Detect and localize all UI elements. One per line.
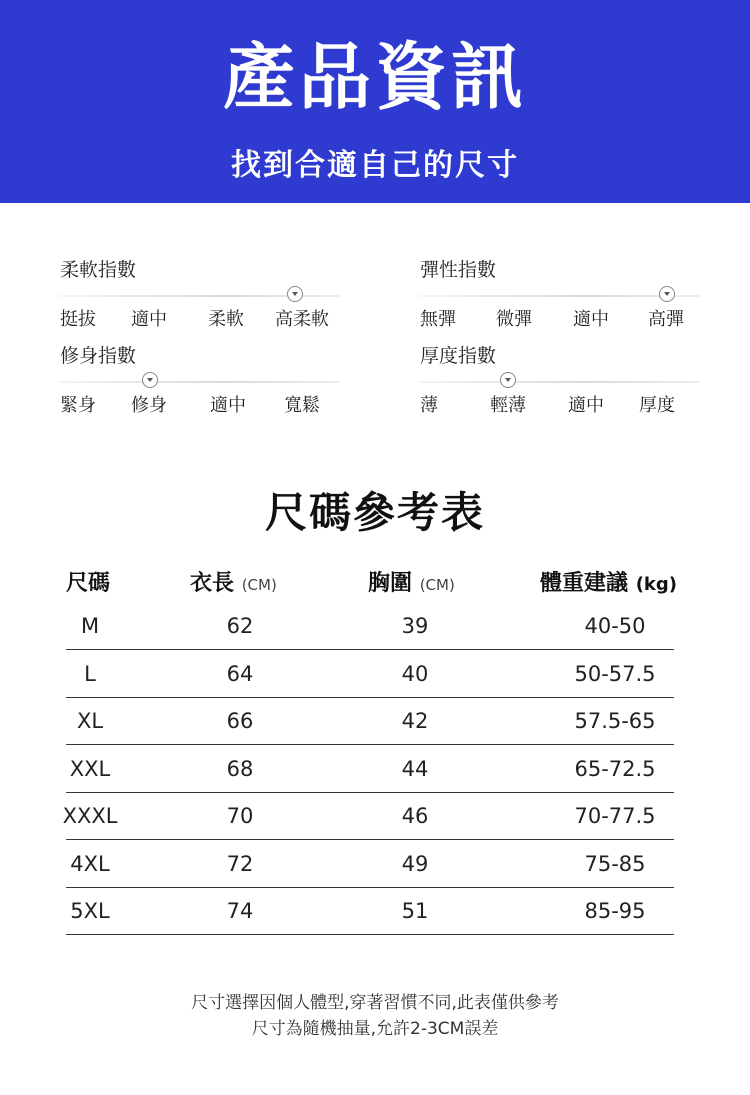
- cell-chest: 42: [401, 709, 429, 733]
- cell-weight: 57.5-65: [574, 709, 656, 733]
- footnote-line: 尺寸選擇因個人體型,穿著習慣不同,此表僅供參考: [191, 993, 559, 1013]
- header-banner: [0, 0, 750, 203]
- index-marker-icon: [500, 372, 516, 388]
- size-table-header: [0, 566, 750, 600]
- row-divider: [66, 839, 674, 840]
- index-label: 微彈: [496, 309, 532, 330]
- cell-length: 70: [226, 804, 254, 828]
- cell-size: 4XL: [70, 852, 110, 876]
- header-label: 胸圍: [368, 571, 413, 596]
- cell-length: 64: [226, 662, 254, 686]
- index-title: 厚度指數: [420, 345, 497, 367]
- cell-weight: 50-57.5: [574, 662, 656, 686]
- header-weight: [540, 566, 677, 597]
- row-divider: [66, 934, 674, 935]
- header-label: 尺碼: [66, 571, 111, 596]
- header-label: 衣長: [190, 571, 235, 596]
- cell-length: 68: [226, 757, 254, 781]
- index-label: 厚度: [639, 395, 675, 416]
- cell-weight: 70-77.5: [574, 804, 656, 828]
- cell-chest: 39: [401, 614, 429, 638]
- index-label: 無彈: [420, 309, 456, 330]
- banner-subtitle: 找到合適自己的尺寸: [231, 148, 519, 183]
- cell-weight: 40-50: [584, 614, 646, 638]
- index-marker-icon: [659, 286, 675, 302]
- index-labels: [60, 305, 340, 331]
- header-label: 體重建議: [540, 571, 629, 596]
- cell-size: 5XL: [70, 899, 110, 923]
- index-track: [60, 295, 340, 297]
- index-track: [420, 295, 700, 297]
- index-track: [60, 381, 340, 383]
- size-chart-title: 尺碼參考表: [264, 488, 485, 537]
- banner-title: 產品資訊: [222, 35, 527, 119]
- header-unit: (CM): [241, 576, 277, 594]
- index-marker-icon: [142, 372, 158, 388]
- softness-index: [60, 257, 340, 331]
- header-unit: (kg): [635, 574, 677, 595]
- index-label: 柔軟: [208, 309, 244, 330]
- index-label: 適中: [210, 395, 246, 416]
- index-label: 挺拔: [60, 309, 96, 330]
- header-size: [66, 566, 110, 597]
- cell-weight: 75-85: [584, 852, 646, 876]
- index-label: 適中: [131, 309, 167, 330]
- table-row: [0, 698, 750, 745]
- cell-length: 74: [226, 899, 254, 923]
- cell-chest: 46: [401, 804, 429, 828]
- cell-size: XXL: [69, 757, 111, 781]
- index-label: 高柔軟: [275, 309, 329, 330]
- cell-size: XL: [76, 709, 104, 733]
- index-title: 修身指數: [60, 345, 137, 367]
- cell-length: 66: [226, 709, 254, 733]
- cell-size: L: [84, 662, 96, 686]
- fit-index: [60, 343, 340, 417]
- cell-chest: 49: [401, 852, 429, 876]
- index-label: 輕薄: [490, 395, 526, 416]
- index-label: 適中: [573, 309, 609, 330]
- header-chest: [368, 566, 455, 597]
- thickness-index: [420, 343, 700, 417]
- cell-weight: 85-95: [584, 899, 646, 923]
- index-labels: [420, 305, 700, 331]
- index-label: 寬鬆: [284, 395, 320, 416]
- footnote: [0, 990, 750, 1042]
- row-divider: [66, 649, 674, 650]
- index-marker-icon: [287, 286, 303, 302]
- index-label: 修身: [131, 395, 167, 416]
- cell-size: XXXL: [62, 804, 118, 828]
- cell-size: M: [80, 614, 100, 638]
- index-title: 柔軟指數: [60, 259, 137, 281]
- table-row: [0, 793, 750, 840]
- cell-length: 72: [226, 852, 254, 876]
- cell-chest: 44: [401, 757, 429, 781]
- table-row: [0, 651, 750, 698]
- index-label: 適中: [568, 395, 604, 416]
- index-title: 彈性指數: [420, 259, 497, 281]
- index-track: [420, 381, 700, 383]
- cell-weight: 65-72.5: [574, 757, 656, 781]
- index-label: 高彈: [648, 309, 684, 330]
- index-labels: [60, 391, 340, 417]
- table-row: [0, 888, 750, 935]
- table-row: [0, 746, 750, 793]
- footnote-line: 尺寸為隨機抽量,允許2-3CM誤差: [251, 1019, 499, 1039]
- elasticity-index: [420, 257, 700, 331]
- row-divider: [66, 744, 674, 745]
- cell-length: 62: [226, 614, 254, 638]
- table-row: [0, 841, 750, 888]
- table-row: [0, 603, 750, 650]
- cell-chest: 51: [401, 899, 429, 923]
- index-labels: [420, 391, 700, 417]
- index-label: 薄: [420, 395, 438, 416]
- header-length: [190, 566, 277, 597]
- index-label: 緊身: [60, 395, 96, 416]
- header-unit: (CM): [419, 576, 455, 594]
- cell-chest: 40: [401, 662, 429, 686]
